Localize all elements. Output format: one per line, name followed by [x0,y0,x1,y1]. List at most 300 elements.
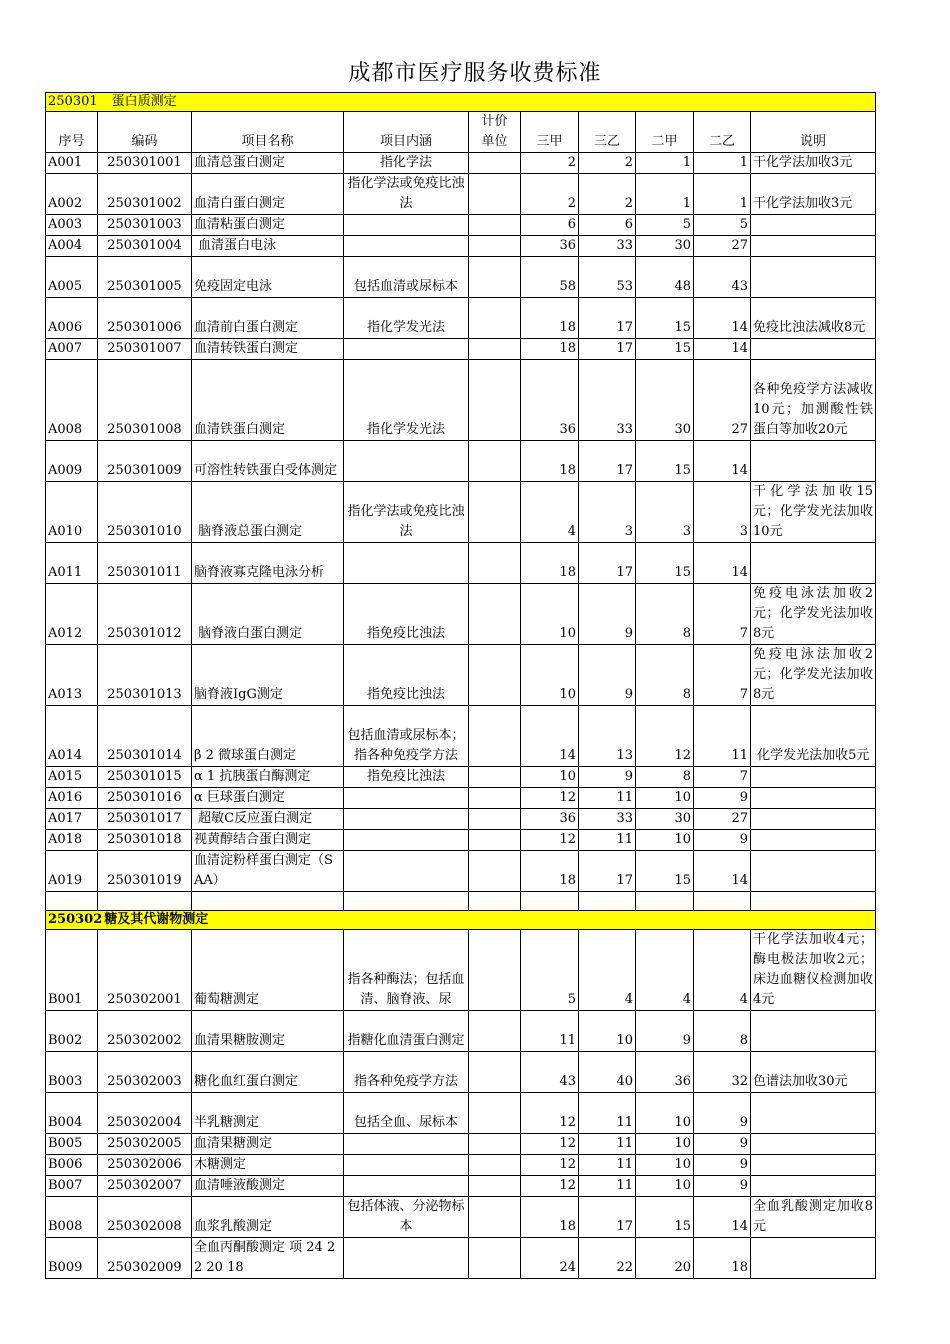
seq-cell: A003 [46,215,98,236]
code-cell: 250301016 [98,788,192,809]
empty-cell [694,892,751,911]
note-cell: 各种免疫学方法减收10元；加测酸性铁蛋白等加收20元 [751,360,876,441]
table-row [46,706,876,767]
page-title: 成都市医疗服务收费标准 [348,61,602,86]
column-header-row [46,112,876,153]
seq-cell: A011 [46,543,98,584]
price-3a-cell: 4 [521,482,579,543]
name-cell: 可溶性转铁蛋白受体测定 [192,441,344,482]
code-cell: 250301007 [98,339,192,360]
name-cell: α 巨球蛋白测定 [192,788,344,809]
code-cell: 250302009 [98,1238,192,1279]
note-cell: 干化学法加收3元 [751,153,876,174]
price-2a-cell: 10 [636,830,694,851]
price-3a-cell: 10 [521,645,579,706]
price-2a-cell: 12 [636,706,694,767]
note-cell [751,1134,876,1155]
table-row [46,1011,876,1052]
price-2b-cell: 5 [694,215,751,236]
price-2b-cell: 14 [694,441,751,482]
name-cell: 糖化血红蛋白测定 [192,1052,344,1093]
price-2a-cell: 10 [636,1155,694,1176]
price-2a-cell: 30 [636,809,694,830]
unit-cell [469,1197,521,1238]
content-cell: 指糖化血清蛋白测定 [344,1011,469,1052]
price-2b-cell: 18 [694,1238,751,1279]
name-cell: 脑脊液IgG测定 [192,645,344,706]
price-2a-cell: 8 [636,645,694,706]
code-cell: 250302002 [98,1011,192,1052]
name-cell: 全血丙酮酸测定 项 24 22 20 18 [192,1238,344,1279]
column-header: 三乙 [579,112,636,153]
seq-cell: A006 [46,298,98,339]
price-3a-cell: 24 [521,1238,579,1279]
content-cell [344,830,469,851]
name-cell: 血清总蛋白测定 [192,153,344,174]
seq-cell: A004 [46,236,98,257]
name-cell: 血清铁蛋白测定 [192,360,344,441]
price-2a-cell: 15 [636,339,694,360]
seq-cell: A013 [46,645,98,706]
empty-cell [751,892,876,911]
code-cell: 250301019 [98,851,192,892]
price-3a-cell: 36 [521,236,579,257]
name-cell: 脑脊液总蛋白测定 [192,482,344,543]
note-cell [751,1238,876,1279]
table-row [46,339,876,360]
price-2a-cell: 36 [636,1052,694,1093]
table-row [46,830,876,851]
column-header: 项目名称 [192,112,344,153]
table-row [46,441,876,482]
price-3a-cell: 2 [521,153,579,174]
price-3a-cell: 5 [521,930,579,1011]
name-cell: 血清果糖测定 [192,1134,344,1155]
unit-cell [469,767,521,788]
code-cell: 250301014 [98,706,192,767]
name-cell: 血清转铁蛋白测定 [192,339,344,360]
seq-cell: A017 [46,809,98,830]
price-2a-cell: 10 [636,1093,694,1134]
table-row [46,930,876,1011]
table-row [46,482,876,543]
unit-cell [469,236,521,257]
price-3a-cell: 36 [521,360,579,441]
column-header: 序号 [46,112,98,153]
price-3b-cell: 11 [579,830,636,851]
unit-cell [469,298,521,339]
price-3a-cell: 14 [521,706,579,767]
empty-cell [192,892,344,911]
unit-cell [469,482,521,543]
name-cell: 血浆乳酸测定 [192,1197,344,1238]
content-cell [344,809,469,830]
seq-cell: B007 [46,1176,98,1197]
code-cell: 250301011 [98,543,192,584]
price-3b-cell: 4 [579,930,636,1011]
price-3b-cell: 6 [579,215,636,236]
code-cell: 250301001 [98,153,192,174]
content-cell [344,339,469,360]
content-cell: 指化学发光法 [344,298,469,339]
price-3b-cell: 11 [579,788,636,809]
unit-cell [469,174,521,215]
table-row [46,584,876,645]
name-cell: 血清蛋白电泳 [192,236,344,257]
code-cell: 250301002 [98,174,192,215]
table-row [46,1238,876,1279]
seq-cell: A002 [46,174,98,215]
empty-cell [521,892,579,911]
table-row [46,360,876,441]
price-2b-cell: 1 [694,153,751,174]
unit-cell [469,1134,521,1155]
unit-cell [469,1093,521,1134]
price-3b-cell: 9 [579,584,636,645]
price-3b-cell: 9 [579,767,636,788]
table-row [46,236,876,257]
table-row [46,543,876,584]
content-cell [344,1176,469,1197]
unit-cell [469,215,521,236]
name-cell: 血清唾液酸测定 [192,1176,344,1197]
name-cell: 木糖测定 [192,1155,344,1176]
price-2a-cell: 8 [636,767,694,788]
price-3a-cell: 36 [521,809,579,830]
price-3a-cell: 18 [521,1197,579,1238]
price-2a-cell: 1 [636,174,694,215]
price-2b-cell: 9 [694,1093,751,1134]
name-cell: 脑脊液白蛋白测定 [192,584,344,645]
price-2a-cell: 3 [636,482,694,543]
note-cell: 化学发光法加收5元 [751,706,876,767]
price-2b-cell: 43 [694,257,751,298]
seq-cell: A016 [46,788,98,809]
note-cell [751,1093,876,1134]
section-code: 250301 [48,94,98,109]
empty-cell [636,892,694,911]
price-2a-cell: 10 [636,1134,694,1155]
note-cell: 色谱法加收30元 [751,1052,876,1093]
code-cell: 250302005 [98,1134,192,1155]
note-cell: 干化学法加收3元 [751,174,876,215]
content-cell: 包括体液、分泌物标本 [344,1197,469,1238]
content-cell: 指化学法或免疫比浊法 [344,174,469,215]
price-3b-cell: 22 [579,1238,636,1279]
price-2a-cell: 15 [636,298,694,339]
price-3b-cell: 33 [579,809,636,830]
code-cell: 250302008 [98,1197,192,1238]
unit-cell [469,1176,521,1197]
name-cell: 半乳糖测定 [192,1093,344,1134]
price-2b-cell: 27 [694,236,751,257]
section-name: 糖及其代谢物测定 [104,912,209,927]
price-2b-cell: 7 [694,584,751,645]
price-2b-cell: 8 [694,1011,751,1052]
price-2b-cell: 7 [694,645,751,706]
column-header: 项目内涵 [344,112,469,153]
price-3b-cell: 17 [579,851,636,892]
content-cell [344,543,469,584]
price-3a-cell: 12 [521,1134,579,1155]
unit-cell [469,543,521,584]
note-cell [751,830,876,851]
price-3b-cell: 17 [579,441,636,482]
note-cell [751,236,876,257]
unit-cell [469,1011,521,1052]
code-cell: 250301003 [98,215,192,236]
table-row [46,1197,876,1238]
price-3b-cell: 3 [579,482,636,543]
price-3a-cell: 10 [521,767,579,788]
content-cell [344,236,469,257]
content-cell: 指化学法或免疫比浊法 [344,482,469,543]
seq-cell: A015 [46,767,98,788]
code-cell: 250301012 [98,584,192,645]
table-row [46,1155,876,1176]
unit-cell [469,809,521,830]
blank-row [46,892,876,911]
price-3b-cell: 33 [579,236,636,257]
price-3a-cell: 12 [521,788,579,809]
price-2a-cell: 1 [636,153,694,174]
code-cell: 250301009 [98,441,192,482]
seq-cell: A009 [46,441,98,482]
price-2b-cell: 11 [694,706,751,767]
price-2b-cell: 7 [694,767,751,788]
note-cell: 免疫电泳法加收2元；化学发光法加收8元 [751,645,876,706]
price-3b-cell: 11 [579,1093,636,1134]
unit-cell [469,930,521,1011]
price-2b-cell: 32 [694,1052,751,1093]
content-cell: 指各种酶法；包括血清、脑脊液、尿 [344,930,469,1011]
note-cell [751,788,876,809]
column-header: 二甲 [636,112,694,153]
code-cell: 250301005 [98,257,192,298]
code-cell: 250302001 [98,930,192,1011]
seq-cell: A010 [46,482,98,543]
seq-cell: B008 [46,1197,98,1238]
seq-cell: B006 [46,1155,98,1176]
note-cell [751,1176,876,1197]
column-header: 三甲 [521,112,579,153]
content-cell: 包括全血、尿标本 [344,1093,469,1134]
content-cell [344,788,469,809]
column-header: 计价 单位 [469,112,521,153]
code-cell: 250301008 [98,360,192,441]
price-2b-cell: 9 [694,1176,751,1197]
name-cell: 血清白蛋白测定 [192,174,344,215]
table-row [46,645,876,706]
content-cell: 指化学发光法 [344,360,469,441]
section-header [46,911,876,930]
unit-cell [469,830,521,851]
name-cell: 葡萄糖测定 [192,930,344,1011]
price-3b-cell: 9 [579,645,636,706]
note-cell [751,767,876,788]
unit-cell [469,584,521,645]
seq-cell: B003 [46,1052,98,1093]
seq-cell: A019 [46,851,98,892]
price-3b-cell: 40 [579,1052,636,1093]
table-row [46,298,876,339]
price-3a-cell: 43 [521,1052,579,1093]
price-2a-cell: 30 [636,236,694,257]
price-3b-cell: 13 [579,706,636,767]
seq-cell: B009 [46,1238,98,1279]
note-cell [751,441,876,482]
section-code: 250302 [48,912,103,927]
price-3a-cell: 18 [521,298,579,339]
name-cell: β 2 微球蛋白测定 [192,706,344,767]
content-cell: 包括血清或尿标本；指各种免疫学方法 [344,706,469,767]
seq-cell: A012 [46,584,98,645]
note-cell [751,1155,876,1176]
price-2a-cell: 8 [636,584,694,645]
section-title [46,93,876,112]
price-3b-cell: 33 [579,360,636,441]
table-row [46,174,876,215]
note-cell [751,339,876,360]
content-cell [344,1155,469,1176]
seq-cell: A007 [46,339,98,360]
price-2a-cell: 20 [636,1238,694,1279]
price-2a-cell: 15 [636,1197,694,1238]
name-cell: 血清粘蛋白测定 [192,215,344,236]
price-2b-cell: 14 [694,298,751,339]
price-3b-cell: 2 [579,153,636,174]
unit-cell [469,706,521,767]
price-2b-cell: 27 [694,360,751,441]
empty-cell [344,892,469,911]
table-body [46,93,876,1279]
price-2b-cell: 14 [694,851,751,892]
code-cell: 250301013 [98,645,192,706]
seq-cell: A005 [46,257,98,298]
name-cell: 脑脊液寡克隆电泳分析 [192,543,344,584]
price-2a-cell: 30 [636,360,694,441]
seq-cell: B005 [46,1134,98,1155]
table-row [46,257,876,298]
price-2b-cell: 14 [694,1197,751,1238]
price-3a-cell: 12 [521,1093,579,1134]
price-2b-cell: 14 [694,339,751,360]
code-cell: 250301018 [98,830,192,851]
price-3a-cell: 11 [521,1011,579,1052]
content-cell [344,1134,469,1155]
section-name: 蛋白质测定 [111,94,177,109]
price-2a-cell: 10 [636,1176,694,1197]
table-row [46,809,876,830]
price-3b-cell: 11 [579,1176,636,1197]
code-cell: 250302003 [98,1052,192,1093]
price-3a-cell: 12 [521,1176,579,1197]
table-row [46,788,876,809]
price-3a-cell: 12 [521,1155,579,1176]
price-3b-cell: 11 [579,1134,636,1155]
price-2b-cell: 9 [694,1155,751,1176]
price-2b-cell: 9 [694,788,751,809]
price-2a-cell: 9 [636,1011,694,1052]
name-cell: 超敏C反应蛋白测定 [192,809,344,830]
price-2a-cell: 15 [636,543,694,584]
content-cell [344,851,469,892]
column-header: 编码 [98,112,192,153]
empty-cell [469,892,521,911]
content-cell: 指免疫比浊法 [344,767,469,788]
seq-cell: A001 [46,153,98,174]
price-2a-cell: 15 [636,441,694,482]
price-3b-cell: 17 [579,298,636,339]
price-3b-cell: 53 [579,257,636,298]
content-cell [344,215,469,236]
price-3a-cell: 10 [521,584,579,645]
unit-cell [469,851,521,892]
table-row [46,767,876,788]
content-cell: 指免疫比浊法 [344,645,469,706]
name-cell: 血清果糖胺测定 [192,1011,344,1052]
unit-cell [469,645,521,706]
price-3a-cell: 58 [521,257,579,298]
table-row [46,1176,876,1197]
empty-cell [46,892,98,911]
price-3a-cell: 18 [521,851,579,892]
content-cell: 包括血清或尿标本 [344,257,469,298]
code-cell: 250301017 [98,809,192,830]
content-cell [344,1238,469,1279]
empty-cell [98,892,192,911]
price-3a-cell: 18 [521,441,579,482]
column-header: 二乙 [694,112,751,153]
note-cell: 干化学法加收4元；酶电极法加收2元；床边血糖仪检测加收4元 [751,930,876,1011]
seq-cell: A008 [46,360,98,441]
price-2b-cell: 3 [694,482,751,543]
seq-cell: A014 [46,706,98,767]
content-cell: 指化学法 [344,153,469,174]
price-3b-cell: 17 [579,1197,636,1238]
name-cell: α 1 抗胰蛋白酶测定 [192,767,344,788]
price-2b-cell: 14 [694,543,751,584]
price-3a-cell: 18 [521,543,579,584]
unit-cell [469,1238,521,1279]
note-cell [751,543,876,584]
price-2b-cell: 4 [694,930,751,1011]
name-cell: 血清淀粉样蛋白测定（SAA） [192,851,344,892]
unit-cell [469,1155,521,1176]
code-cell: 250302007 [98,1176,192,1197]
unit-cell [469,257,521,298]
code-cell: 250301004 [98,236,192,257]
seq-cell: A018 [46,830,98,851]
code-cell: 250302004 [98,1093,192,1134]
unit-cell [469,360,521,441]
code-cell: 250301015 [98,767,192,788]
content-cell: 指免疫比浊法 [344,584,469,645]
price-3a-cell: 18 [521,339,579,360]
table-row [46,215,876,236]
price-2b-cell: 9 [694,830,751,851]
code-cell: 250301006 [98,298,192,339]
price-2a-cell: 15 [636,851,694,892]
table-row [46,153,876,174]
note-cell [751,1011,876,1052]
note-cell [751,257,876,298]
note-cell [751,215,876,236]
price-3b-cell: 10 [579,1011,636,1052]
price-3a-cell: 2 [521,174,579,215]
price-2b-cell: 1 [694,174,751,215]
note-cell: 全血乳酸测定加收8元 [751,1197,876,1238]
